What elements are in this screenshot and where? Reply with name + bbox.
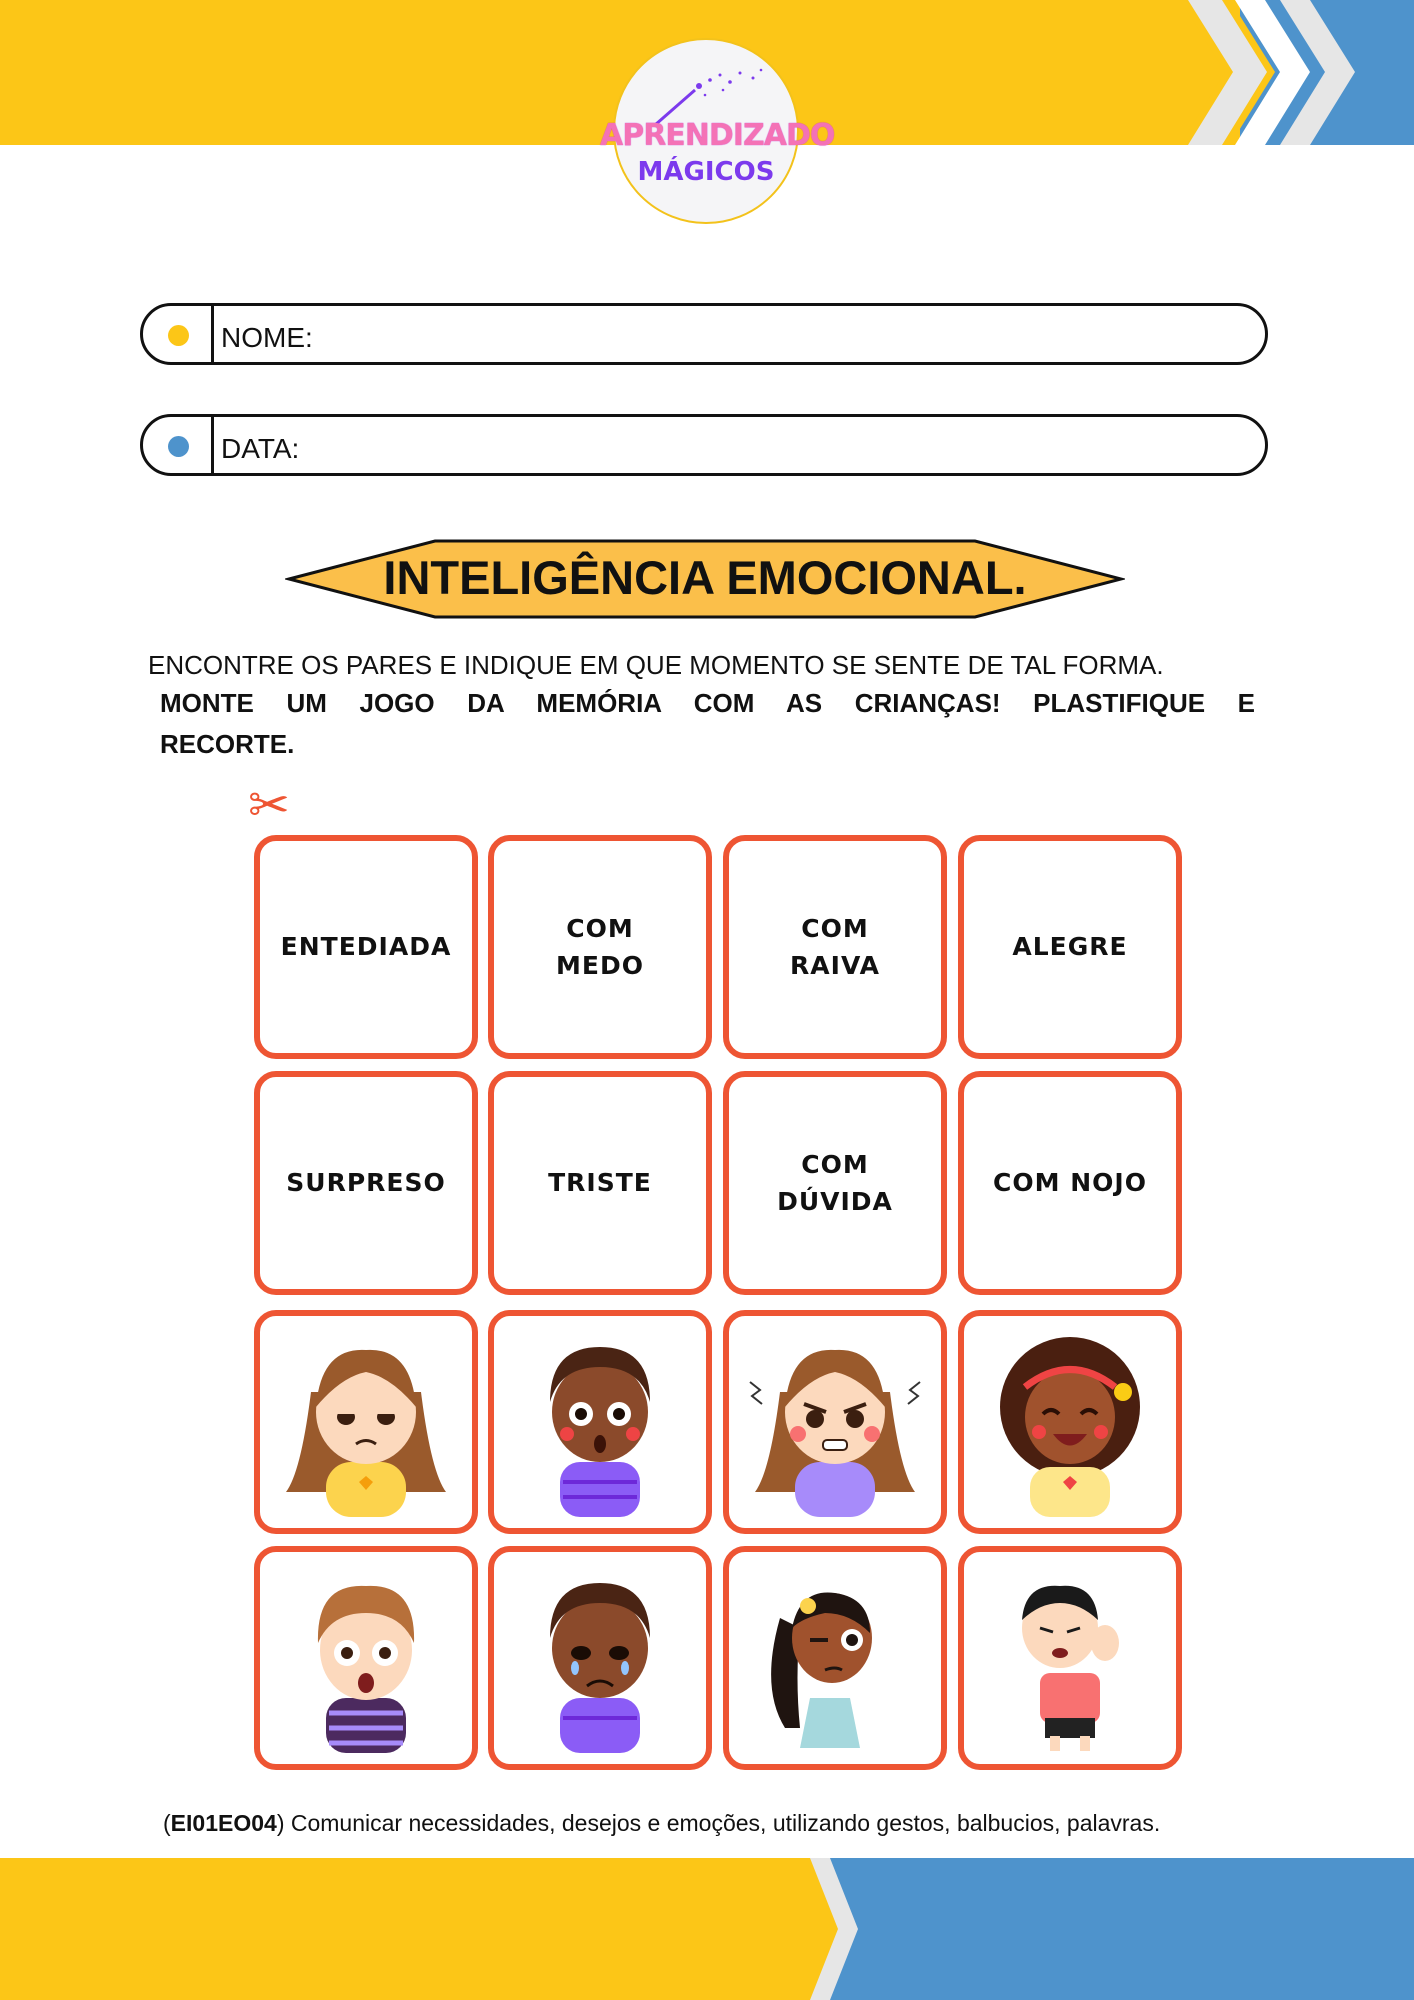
- bncc-reference: (EI01EO04) Comunicar necessidades, desejos e emoções, utilizando gestos, balbucios, palavras.: [163, 1810, 1161, 1836]
- yellow-dot-icon: [168, 325, 189, 346]
- word-card-surprised[interactable]: [254, 1071, 478, 1295]
- field-divider: [211, 417, 214, 473]
- word-card-doubt[interactable]: [723, 1071, 947, 1295]
- footer-band-decoration: [0, 1858, 1414, 2000]
- instruction-line-2: MONTE UM JOGO DA MEMÓRIA COM AS CRIANÇAS! PLASTIFIQUE E: [160, 688, 1255, 718]
- bored-girl-illustration: [271, 1322, 461, 1522]
- logo-text-bottom: MÁGICOS: [637, 157, 775, 187]
- word-card-sad[interactable]: [488, 1071, 712, 1295]
- bncc-description: ) Comunicar necessidades, desejos e emoções, utilizando gestos, balbucios, palavras.: [276, 1810, 1161, 1836]
- picture-card-bored[interactable]: [254, 1310, 478, 1534]
- header-chevron-decoration: [1180, 0, 1414, 145]
- picture-card-sad[interactable]: [488, 1546, 712, 1770]
- scissors-icon: ✂: [248, 777, 290, 833]
- surprised-boy-illustration: [271, 1558, 461, 1758]
- word-card-happy[interactable]: [958, 835, 1182, 1059]
- name-field[interactable]: [140, 303, 1268, 365]
- card-label: ENTEDIADA: [280, 932, 452, 962]
- blue-dot-icon: [168, 436, 189, 457]
- scared-boy-illustration: [505, 1322, 695, 1522]
- card-label: COM DÚVIDA: [777, 1149, 893, 1216]
- doubtful-girl-illustration: [740, 1558, 930, 1758]
- angry-girl-illustration: [740, 1322, 930, 1522]
- card-label: COM MEDO: [556, 913, 644, 980]
- word-card-bored[interactable]: [254, 835, 478, 1059]
- happy-girl-illustration: [975, 1322, 1165, 1522]
- picture-card-disgust[interactable]: [958, 1546, 1182, 1770]
- date-label: DATA:: [221, 433, 300, 464]
- sad-boy-illustration: [505, 1558, 695, 1758]
- card-label: SURPRESO: [286, 1168, 446, 1198]
- card-label: COM RAIVA: [790, 913, 880, 980]
- picture-card-surprised[interactable]: [254, 1546, 478, 1770]
- instruction-line-1: ENCONTRE OS PARES E INDIQUE EM QUE MOMENTO SE SENTE DE TAL FORMA.: [148, 650, 1164, 680]
- logo-text-top: APRENDIZADO: [600, 118, 835, 153]
- disgusted-boy-illustration: [975, 1558, 1165, 1758]
- name-label: NOME:: [221, 322, 313, 353]
- word-card-scared[interactable]: [488, 835, 712, 1059]
- instruction-line-3: RECORTE.: [160, 729, 295, 759]
- picture-card-angry[interactable]: [723, 1310, 947, 1534]
- date-field[interactable]: [140, 414, 1268, 476]
- card-label: TRISTE: [548, 1168, 652, 1198]
- bncc-code: EI01EO04: [170, 1810, 277, 1836]
- page-title: INTELIGÊNCIA EMOCIONAL.: [383, 551, 1027, 604]
- word-card-disgust[interactable]: [958, 1071, 1182, 1295]
- field-divider: [211, 306, 214, 362]
- card-label: COM NOJO: [993, 1168, 1147, 1198]
- card-label: ALEGRE: [1012, 932, 1128, 962]
- picture-card-scared[interactable]: [488, 1310, 712, 1534]
- picture-card-happy[interactable]: [958, 1310, 1182, 1534]
- picture-card-doubt[interactable]: [723, 1546, 947, 1770]
- word-card-angry[interactable]: [723, 835, 947, 1059]
